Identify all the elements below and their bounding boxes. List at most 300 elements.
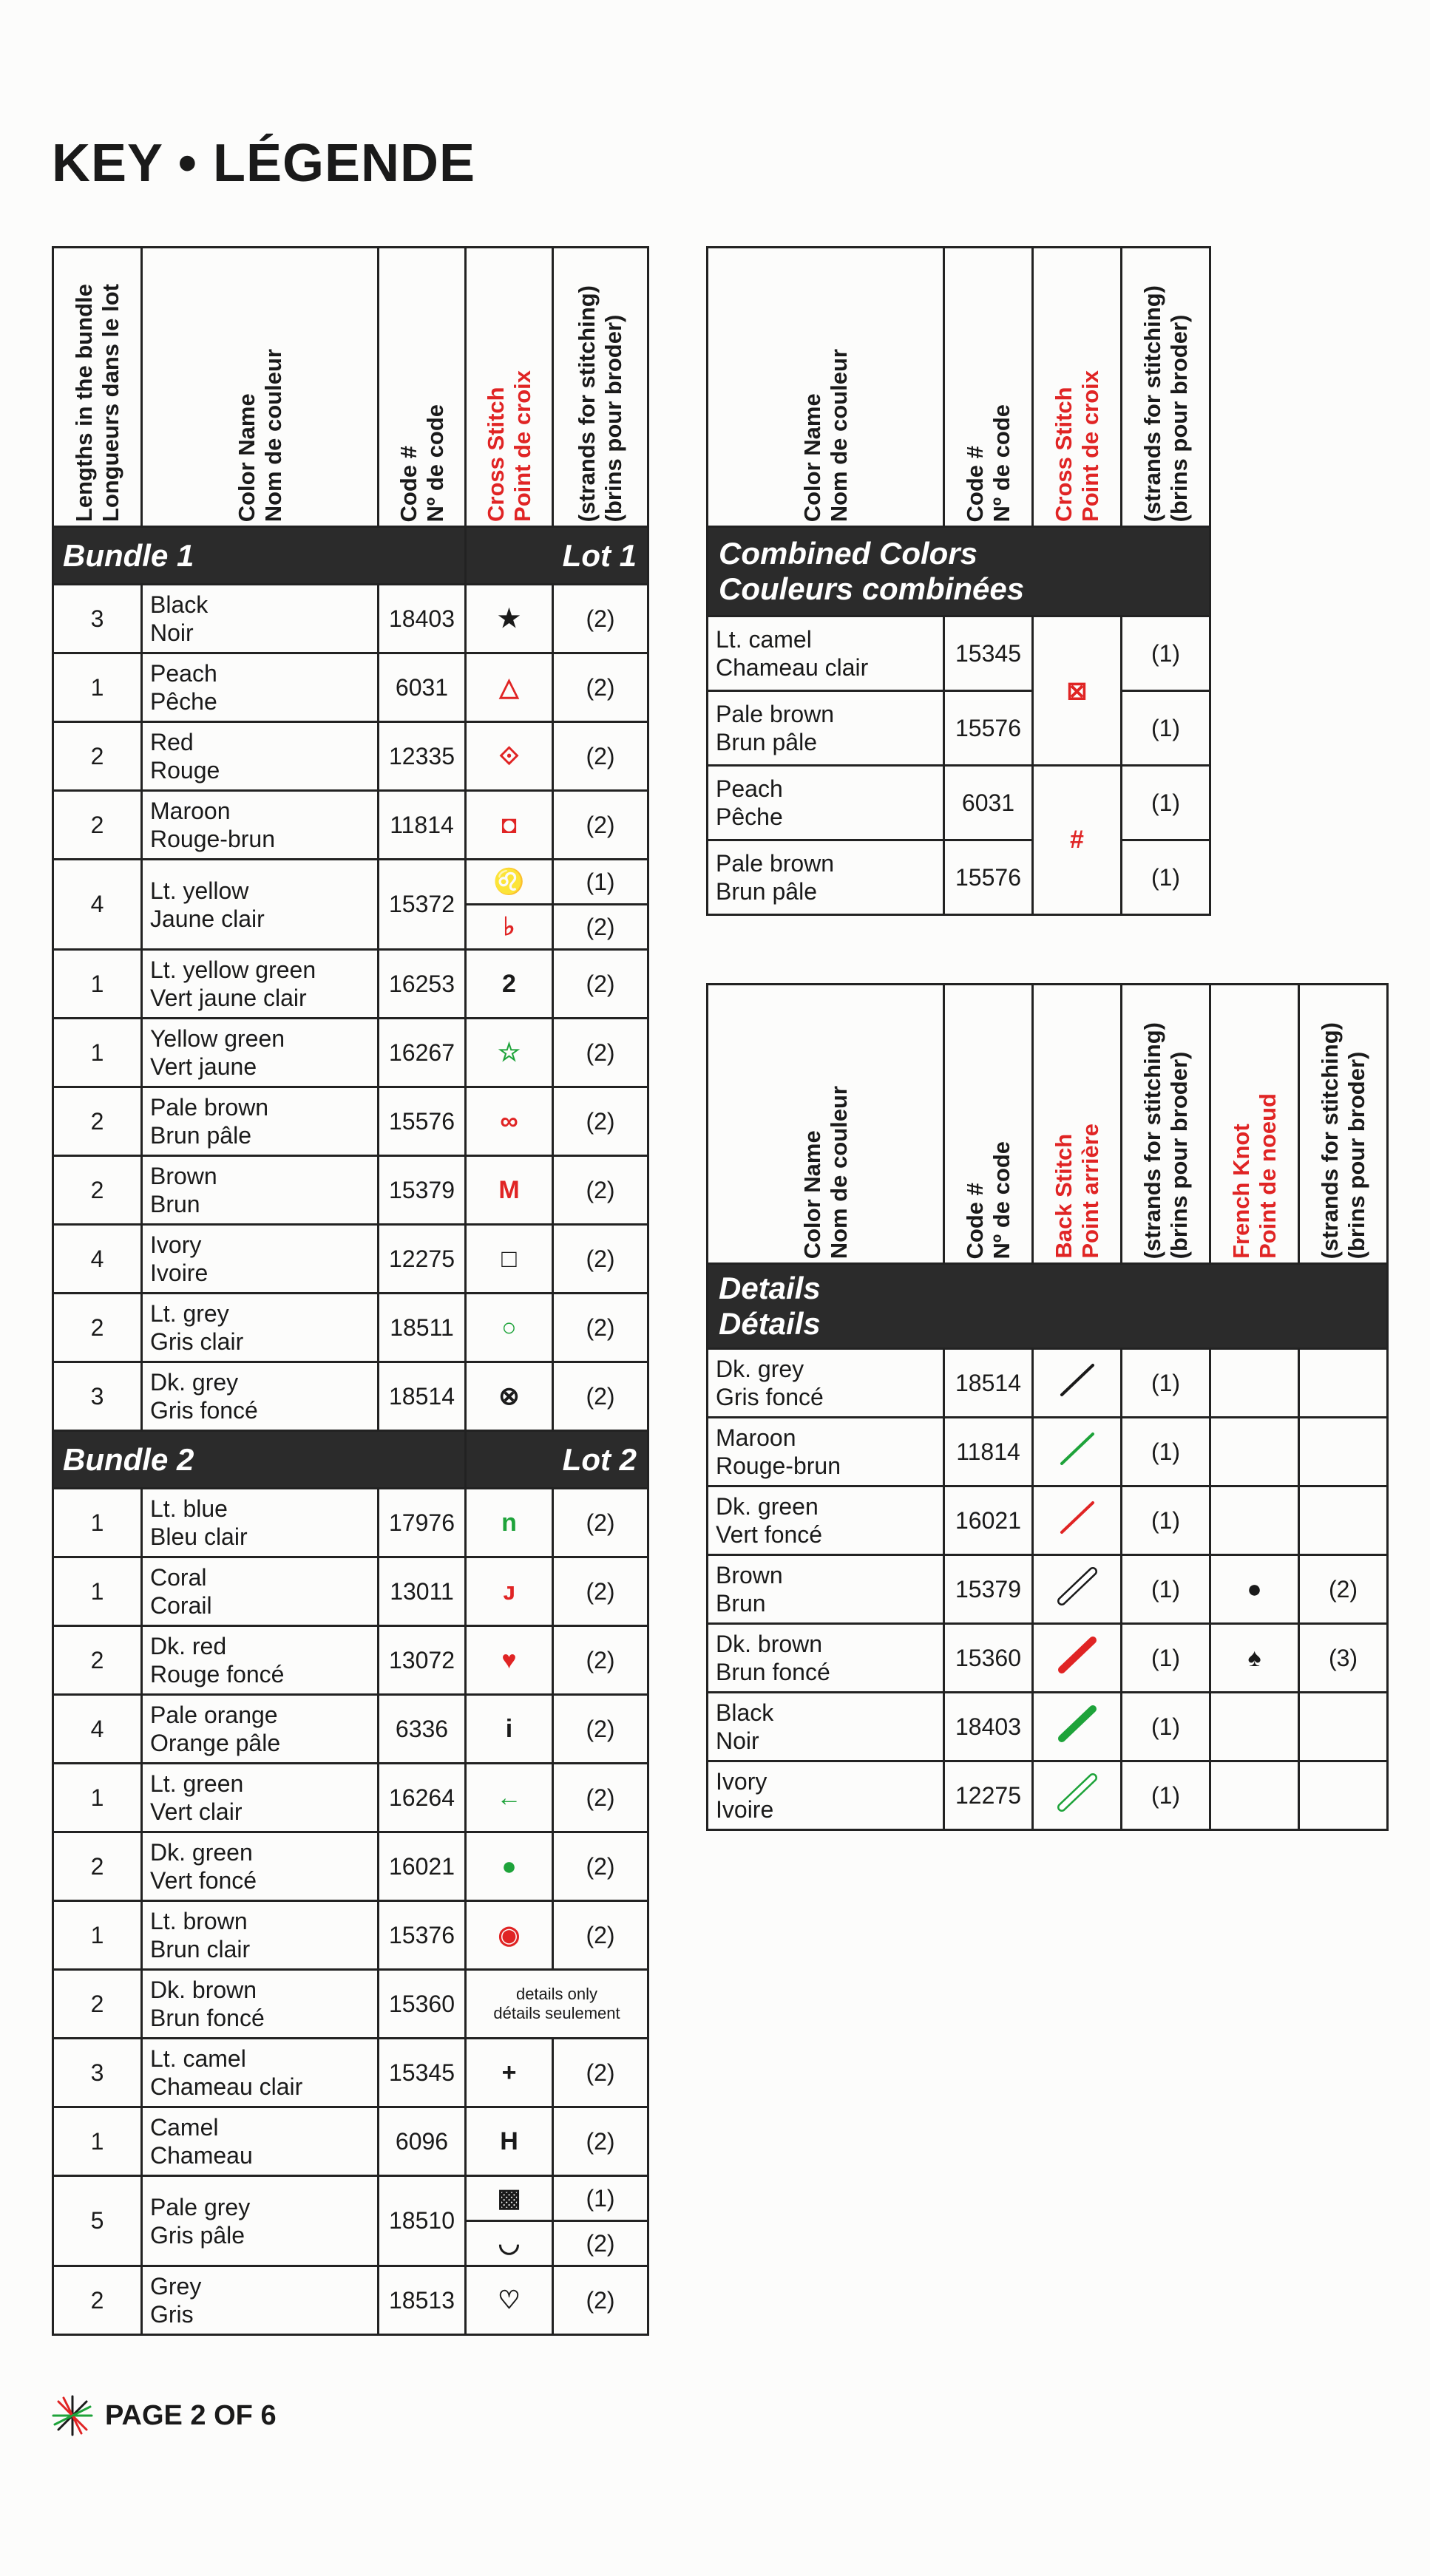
stitch-symbol-icon: ●: [466, 1832, 553, 1901]
color-name-fr: Vert jaune: [150, 1053, 257, 1080]
lengths-count: 1: [53, 2107, 142, 2176]
page-number: PAGE 2 OF 6: [105, 2399, 277, 2431]
strand-count: (1): [1122, 1761, 1210, 1830]
color-code: 12275: [944, 1761, 1033, 1830]
color-code: 16021: [379, 1832, 466, 1901]
key-table-bundles: [52, 246, 649, 2336]
color-name: [142, 1557, 379, 1626]
color-name: [708, 691, 944, 766]
color-name-fr: Brun foncé: [150, 2005, 265, 2031]
strand-count: (1): [1122, 1555, 1210, 1624]
backstitch-cell: [1033, 1486, 1122, 1555]
note-fr: détails seulement: [493, 2004, 620, 2022]
color-code: 18403: [379, 585, 466, 653]
strand-count: (3): [1299, 1624, 1388, 1693]
stitch-symbol-icon: ◘: [466, 791, 553, 860]
strand-count: (2): [553, 1156, 648, 1225]
stitch-symbol-icon: i: [466, 1695, 553, 1764]
color-name: [142, 1764, 379, 1832]
backstitch-cell: [1033, 1555, 1122, 1624]
color-code: 15576: [944, 840, 1033, 915]
strand-count: (1): [1122, 1349, 1210, 1418]
color-name: [142, 1695, 379, 1764]
strand-count: (2): [553, 1225, 648, 1294]
backstitch-line-icon: [1051, 1564, 1103, 1608]
color-name: [142, 2176, 379, 2266]
color-name-fr: Gris pâle: [150, 2221, 245, 2249]
color-name-fr: Rouge-brun: [150, 826, 275, 852]
color-name-fr: Chameau clair: [716, 654, 869, 681]
stitch-symbol-icon: ♭: [466, 905, 553, 950]
color-name-en: Lt. brown: [150, 1908, 248, 1934]
backstitch-line-icon: [1051, 1633, 1103, 1677]
color-name-en: Lt. camel: [150, 2045, 246, 2072]
backstitch-line-icon: [1051, 1495, 1103, 1540]
header-lengths: Lengths in the bundle Longueurs dans le lot: [53, 248, 142, 527]
color-code: 6031: [944, 766, 1033, 840]
table-row: [708, 1624, 1388, 1693]
empty-cell: [1299, 1693, 1388, 1761]
header-code: Code # Nº de code: [944, 985, 1033, 1264]
backstitch-line-icon: [1051, 1702, 1103, 1746]
color-name-fr: Ivoire: [150, 1260, 209, 1286]
header-color-name: Color Name Nom de couleur: [708, 985, 944, 1264]
lengths-count: 2: [53, 1087, 142, 1156]
stitch-symbol-icon: ♌: [466, 860, 553, 905]
color-name: [142, 722, 379, 791]
strand-count: (1): [1122, 1418, 1210, 1486]
color-name-fr: Rouge-brun: [716, 1452, 841, 1479]
color-code: 18513: [379, 2266, 466, 2335]
table-row: [708, 1418, 1388, 1486]
bundle-label: Bundle 1: [53, 527, 466, 585]
strand-count: (2): [553, 1362, 648, 1431]
stitch-symbol-icon: ◉: [466, 1901, 553, 1970]
header-code: Code # Nº de code: [379, 248, 466, 527]
color-name-en: Dk. brown: [716, 1631, 823, 1657]
table-row: [708, 1693, 1388, 1761]
color-code: 15379: [944, 1555, 1033, 1624]
color-code: 15576: [379, 1087, 466, 1156]
color-code: 6031: [379, 653, 466, 722]
combined-symbol-icon: ⊠: [1033, 616, 1122, 766]
color-name: [708, 766, 944, 840]
color-code: 18514: [944, 1349, 1033, 1418]
lengths-count: 2: [53, 1970, 142, 2039]
color-name-en: Peach: [716, 775, 783, 802]
color-name: [142, 1626, 379, 1695]
color-name-fr: Brun: [716, 1590, 766, 1617]
lengths-count: 4: [53, 1225, 142, 1294]
strand-count: (2): [553, 2039, 648, 2107]
stitch-symbol-icon: 2: [466, 950, 553, 1019]
color-name-fr: Vert clair: [150, 1798, 243, 1825]
table-row: [53, 585, 648, 653]
stitch-symbol-icon: ◡: [466, 2221, 553, 2266]
key-table-combined: [706, 246, 1211, 916]
table-row: [53, 860, 648, 905]
color-name-en: Pale brown: [150, 1094, 269, 1121]
color-code: 16253: [379, 950, 466, 1019]
color-name-fr: Pêche: [716, 803, 783, 830]
table-row: [53, 1019, 648, 1087]
color-name-en: Pale orange: [150, 1702, 278, 1728]
color-name-en: Dk. grey: [150, 1369, 239, 1396]
stitch-symbol-icon: H: [466, 2107, 553, 2176]
stitch-symbol-icon: ⊗: [466, 1362, 553, 1431]
strand-count: (2): [553, 1626, 648, 1695]
empty-cell: [1210, 1693, 1299, 1761]
color-name-en: Pale brown: [716, 850, 835, 877]
strand-count: (2): [553, 1019, 648, 1087]
color-name-en: Dk. green: [150, 1839, 253, 1866]
stitch-symbol-icon: M: [466, 1156, 553, 1225]
color-name: [142, 1901, 379, 1970]
strand-count: (2): [553, 1695, 648, 1764]
color-name-fr: Gris clair: [150, 1328, 244, 1355]
stitch-symbol-icon: n: [466, 1489, 553, 1557]
color-name-fr: Jaune clair: [150, 905, 265, 932]
table-row: [53, 2266, 648, 2335]
color-name-fr: Brun foncé: [716, 1659, 830, 1685]
color-code: 13011: [379, 1557, 466, 1626]
strand-count: (1): [1122, 691, 1210, 766]
color-name-fr: Orange pâle: [150, 1730, 281, 1756]
color-name-en: Lt. camel: [716, 626, 812, 653]
strand-count: (1): [1122, 1486, 1210, 1555]
table-row: [708, 691, 1210, 766]
table-row: [53, 2039, 648, 2107]
color-code: 15576: [944, 691, 1033, 766]
color-code: 18514: [379, 1362, 466, 1431]
combined-banner: Combined Colors Couleurs combinées: [708, 527, 1210, 616]
stitch-symbol-icon: ☆: [466, 1019, 553, 1087]
table-row: [53, 1087, 648, 1156]
color-code: 16021: [944, 1486, 1033, 1555]
stitch-symbol-icon: ★: [466, 585, 553, 653]
color-name-en: Pale grey: [150, 2193, 251, 2220]
color-name-fr: Vert foncé: [150, 1867, 257, 1894]
header-strands: (strands for stitching) (brins pour broder): [553, 248, 648, 527]
color-name: [142, 950, 379, 1019]
color-code: 18510: [379, 2176, 466, 2266]
color-name: [142, 653, 379, 722]
color-name-en: Peach: [150, 660, 217, 687]
color-name-en: Dk. red: [150, 1633, 227, 1659]
header-strands: (strands for stitching) (brins pour broder): [1122, 248, 1210, 527]
lengths-count: 2: [53, 1832, 142, 1901]
color-name-fr: Noir: [150, 619, 194, 646]
color-name-en: Grey: [150, 2273, 202, 2300]
table-row: [53, 1489, 648, 1557]
color-name: [142, 791, 379, 860]
lengths-count: 3: [53, 585, 142, 653]
header-strands: (strands for stitching) (brins pour broder): [1122, 985, 1210, 1264]
color-name-fr: Brun: [150, 1191, 200, 1217]
stitch-symbol-icon: ▩: [466, 2176, 553, 2221]
color-name: [142, 1832, 379, 1901]
backstitch-cell: [1033, 1418, 1122, 1486]
details-only-note: [466, 1970, 648, 2039]
strand-count: (2): [553, 2107, 648, 2176]
color-name-fr: Chameau clair: [150, 2073, 303, 2100]
stitch-symbol-icon: ♡: [466, 2266, 553, 2335]
color-name: [142, 860, 379, 950]
color-name-en: Yellow green: [150, 1025, 285, 1052]
table-row: [53, 1901, 648, 1970]
empty-cell: [1299, 1418, 1388, 1486]
color-code: 12335: [379, 722, 466, 791]
color-name-en: Brown: [716, 1562, 783, 1588]
color-code: 6336: [379, 1695, 466, 1764]
color-code: 15345: [379, 2039, 466, 2107]
lengths-count: 2: [53, 1294, 142, 1362]
lengths-count: 2: [53, 791, 142, 860]
color-code: 16267: [379, 1019, 466, 1087]
strand-count: (2): [553, 1489, 648, 1557]
color-name-fr: Gris: [150, 2301, 194, 2328]
color-name-en: Dk. green: [716, 1493, 819, 1520]
color-code: 15379: [379, 1156, 466, 1225]
color-name: [142, 1970, 379, 2039]
color-name-en: Maroon: [716, 1424, 796, 1451]
strand-count: (2): [553, 1087, 648, 1156]
backstitch-cell: [1033, 1624, 1122, 1693]
color-name-en: Dk. grey: [716, 1356, 804, 1382]
color-code: 15376: [379, 1901, 466, 1970]
color-name: [142, 1362, 379, 1431]
header-color-name: Color Name Nom de couleur: [708, 248, 944, 527]
strand-count: (2): [553, 1764, 648, 1832]
backstitch-line-icon: [1051, 1770, 1103, 1815]
color-name: [708, 1624, 944, 1693]
color-name: [142, 1156, 379, 1225]
color-name: [708, 616, 944, 691]
color-name-en: Lt. green: [150, 1770, 244, 1797]
color-code: 12275: [379, 1225, 466, 1294]
color-name: [708, 840, 944, 915]
backstitch-line-icon: [1051, 1427, 1103, 1471]
empty-cell: [1210, 1349, 1299, 1418]
color-name: [142, 1489, 379, 1557]
color-name: [142, 2039, 379, 2107]
color-name-fr: Vert foncé: [716, 1521, 823, 1548]
table-row: [708, 616, 1210, 691]
color-name-fr: Ivoire: [716, 1796, 774, 1823]
strand-count: (2): [553, 1557, 648, 1626]
french-knot-icon: ●: [1210, 1555, 1299, 1624]
color-code: 6096: [379, 2107, 466, 2176]
color-name-fr: Rouge: [150, 757, 220, 784]
lengths-count: 2: [53, 2266, 142, 2335]
header-code: Code # Nº de code: [944, 248, 1033, 527]
empty-cell: [1299, 1349, 1388, 1418]
backstitch-cell: [1033, 1761, 1122, 1830]
strand-count: (2): [553, 791, 648, 860]
table-row: [53, 722, 648, 791]
lot-label: Lot 2: [466, 1431, 648, 1489]
color-name: [708, 1349, 944, 1418]
color-name: [142, 1019, 379, 1087]
color-name: [708, 1555, 944, 1624]
combined-symbol-icon: #: [1033, 766, 1122, 915]
strand-count: (1): [1122, 1693, 1210, 1761]
lengths-count: 1: [53, 653, 142, 722]
color-name-en: Red: [150, 729, 194, 755]
color-name: [142, 1225, 379, 1294]
color-name-en: Pale brown: [716, 701, 835, 727]
table-row: [53, 791, 648, 860]
stitch-symbol-icon: ⟐: [466, 722, 553, 791]
header-back-stitch: Back Stitch Point arrière: [1033, 985, 1122, 1264]
lengths-count: 2: [53, 1156, 142, 1225]
color-code: 16264: [379, 1764, 466, 1832]
color-name-fr: Gris foncé: [716, 1384, 824, 1410]
color-name-fr: Bleu clair: [150, 1523, 248, 1550]
color-code: 11814: [379, 791, 466, 860]
color-name: [142, 585, 379, 653]
strand-count: (2): [553, 1901, 648, 1970]
bundle-label: Bundle 2: [53, 1431, 466, 1489]
lengths-count: 1: [53, 1557, 142, 1626]
starburst-icon: [52, 2395, 93, 2436]
color-name-en: Maroon: [150, 798, 231, 824]
color-name: [708, 1761, 944, 1830]
lengths-count: 1: [53, 1764, 142, 1832]
header-cross-stitch: Cross Stitch Point de croix: [1033, 248, 1122, 527]
table-row: [708, 1349, 1388, 1418]
backstitch-line-icon: [1051, 1358, 1103, 1402]
color-name-en: Brown: [150, 1163, 217, 1189]
strand-count: (2): [553, 905, 648, 950]
empty-cell: [1210, 1418, 1299, 1486]
strand-count: (1): [1122, 616, 1210, 691]
lengths-count: 2: [53, 722, 142, 791]
stitch-symbol-icon: ○: [466, 1294, 553, 1362]
strand-count: (1): [553, 860, 648, 905]
color-name: [708, 1486, 944, 1555]
table-row: [53, 1695, 648, 1764]
key-table-details: [706, 983, 1389, 1831]
color-name-fr: Brun pâle: [716, 878, 817, 905]
strand-count: (2): [553, 950, 648, 1019]
color-name: [708, 1418, 944, 1486]
page-title: KEY • LÉGENDE: [52, 134, 476, 193]
backstitch-cell: [1033, 1349, 1122, 1418]
table-row: [53, 653, 648, 722]
color-code: 13072: [379, 1626, 466, 1695]
strand-count: (2): [553, 653, 648, 722]
lengths-count: 4: [53, 1695, 142, 1764]
strand-count: (2): [553, 2266, 648, 2335]
color-name: [142, 1294, 379, 1362]
table-row: [53, 1362, 648, 1431]
color-name-en: Black: [150, 591, 209, 618]
color-name: [142, 1087, 379, 1156]
color-name-en: Lt. yellow: [150, 877, 249, 904]
color-name-fr: Brun pâle: [150, 1122, 251, 1149]
color-name: [142, 2107, 379, 2176]
color-name-fr: Chameau: [150, 2142, 253, 2169]
color-name-en: Ivory: [150, 1231, 202, 1258]
color-name-en: Camel: [150, 2114, 219, 2141]
strand-count: (1): [1122, 1624, 1210, 1693]
strand-count: (2): [1299, 1555, 1388, 1624]
color-code: 15345: [944, 616, 1033, 691]
stitch-symbol-icon: +: [466, 2039, 553, 2107]
french-knot-icon: ♠: [1210, 1624, 1299, 1693]
color-name-fr: Rouge foncé: [150, 1661, 285, 1688]
note-en: details only: [515, 1985, 598, 2003]
page-footer: [52, 2395, 277, 2436]
header-strands: (strands for stitching) (brins pour broder): [1299, 985, 1388, 1264]
strand-count: (1): [553, 2176, 648, 2221]
table-row: [708, 840, 1210, 915]
color-name-en: Dk. brown: [150, 1977, 257, 2003]
table-row: [53, 1764, 648, 1832]
backstitch-cell: [1033, 1693, 1122, 1761]
color-name-en: Lt. yellow green: [150, 956, 316, 983]
lengths-count: 5: [53, 2176, 142, 2266]
table-row: [53, 1225, 648, 1294]
strand-count: (2): [553, 1294, 648, 1362]
color-code: 18511: [379, 1294, 466, 1362]
color-code: 15360: [944, 1624, 1033, 1693]
lengths-count: 1: [53, 950, 142, 1019]
table-row: [53, 1557, 648, 1626]
stitch-symbol-icon: △: [466, 653, 553, 722]
lengths-count: 3: [53, 2039, 142, 2107]
color-name-fr: Brun clair: [150, 1936, 251, 1962]
color-name: [708, 1693, 944, 1761]
lengths-count: 4: [53, 860, 142, 950]
color-name-fr: Gris foncé: [150, 1397, 258, 1424]
bundle-header: [53, 527, 648, 585]
stitch-symbol-icon: ∞: [466, 1087, 553, 1156]
table-row: [708, 1486, 1388, 1555]
table-row: [708, 1761, 1388, 1830]
bundle-header: [53, 1431, 648, 1489]
empty-cell: [1299, 1486, 1388, 1555]
empty-cell: [1210, 1761, 1299, 1830]
color-name-fr: Brun pâle: [716, 729, 817, 755]
lengths-count: 3: [53, 1362, 142, 1431]
table-row: [53, 2107, 648, 2176]
color-code: 15360: [379, 1970, 466, 2039]
color-name-fr: Corail: [150, 1592, 212, 1619]
table-row: [53, 950, 648, 1019]
color-name-fr: Noir: [716, 1727, 759, 1754]
lot-label: Lot 1: [466, 527, 648, 585]
table-row: [53, 1832, 648, 1901]
stitch-symbol-icon: ←: [466, 1764, 553, 1832]
color-code: 15372: [379, 860, 466, 950]
table-row: [53, 1294, 648, 1362]
strand-count: (1): [1122, 840, 1210, 915]
header-color-name: Color Name Nom de couleur: [142, 248, 379, 527]
header-cross-stitch: Cross Stitch Point de croix: [466, 248, 553, 527]
lengths-count: 1: [53, 1489, 142, 1557]
stitch-symbol-icon: □: [466, 1225, 553, 1294]
lengths-count: 2: [53, 1626, 142, 1695]
details-banner: Details Détails: [708, 1264, 1388, 1349]
strand-count: (2): [553, 585, 648, 653]
color-name-en: Coral: [150, 1564, 207, 1591]
strand-count: (2): [553, 722, 648, 791]
table-row: [708, 766, 1210, 840]
lengths-count: 1: [53, 1901, 142, 1970]
color-name-en: Ivory: [716, 1768, 767, 1795]
